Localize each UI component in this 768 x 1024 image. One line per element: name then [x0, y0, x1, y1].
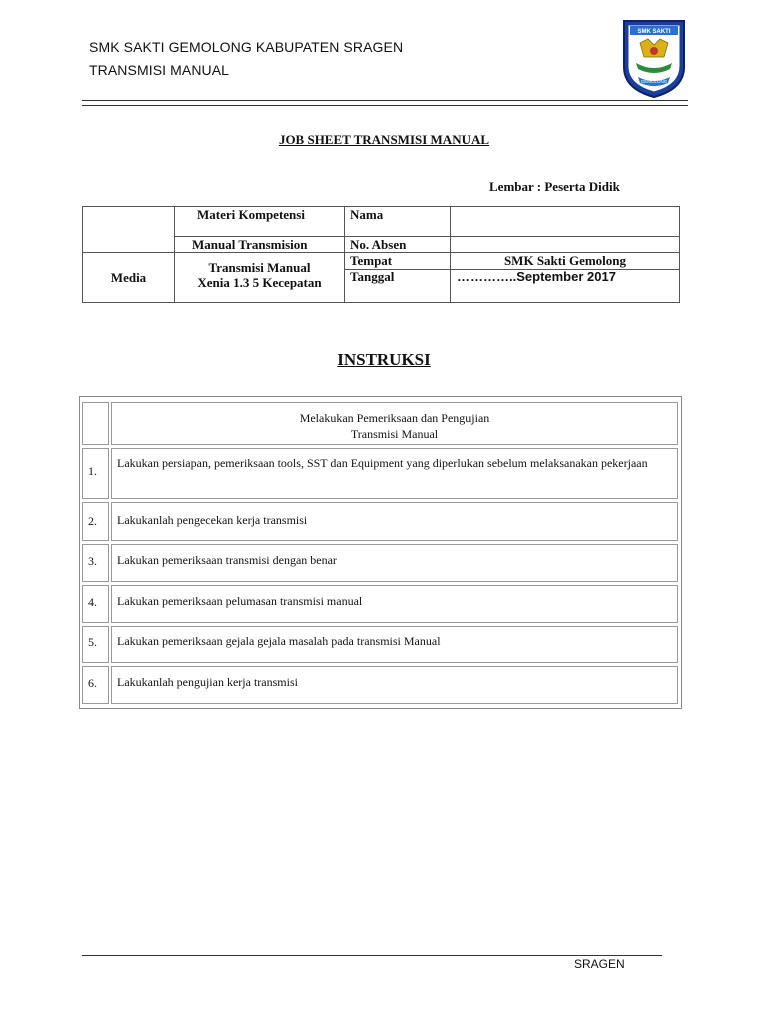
media-value-line2: Xenia 1.3 5 Kecepatan — [197, 275, 322, 290]
list-item-number: 3. — [82, 544, 109, 582]
sheet-audience: Lembar : Peserta Didik — [489, 179, 620, 194]
tempat-value: SMK Sakti Gemolong — [503, 253, 627, 268]
media-label: Media — [110, 270, 147, 285]
info-table — [82, 206, 680, 303]
list-item-text: Lakukanlah pengecekan kerja transmisi — [117, 513, 308, 527]
list-item-number: 2. — [82, 502, 109, 541]
materi-label: Materi Kompetensi — [197, 207, 305, 222]
logo-bottom-text: GEMOLONG — [640, 79, 668, 84]
header-subject: TRANSMISI MANUAL — [89, 62, 230, 78]
footer-location: SRAGEN — [574, 957, 625, 971]
list-item-number: 4. — [82, 585, 109, 623]
list-item-text: Lakukan pemeriksaan gejala gejala masalah pada transmisi Manual — [117, 634, 441, 648]
tanggal-label: Tanggal — [350, 269, 395, 284]
absen-label: No. Absen — [350, 237, 407, 252]
list-item-number: 5. — [82, 626, 109, 663]
list-item-number: 6. — [82, 666, 109, 704]
header-school-name: SMK SAKTI GEMOLONG KABUPATEN SRAGEN — [89, 39, 404, 55]
list-item-text: Lakukanlah pengujian kerja transmisi — [117, 675, 298, 689]
list-item-text: Lakukan persiapan, pemeriksaan tools, SST dan Equipment yang diperlukan sebelum melaksanakan pekerjaan — [117, 456, 648, 470]
footer-divider — [82, 955, 662, 956]
instructions-heading: INSTRUKSI — [337, 350, 431, 369]
header-divider — [82, 100, 688, 106]
list-item — [111, 544, 678, 582]
media-value-line1: Transmisi Manual — [208, 260, 311, 275]
list-item — [111, 502, 678, 541]
header-title-cell — [111, 402, 678, 445]
list-item-text: Lakukan pemeriksaan pelumasan transmisi manual — [117, 594, 363, 608]
tanggal-value: …………..September 2017 — [457, 269, 616, 284]
materi-value: Manual Transmision — [192, 237, 308, 252]
list-item — [111, 626, 678, 663]
list-item — [111, 448, 678, 499]
logo-top-text: SMK SAKTI — [637, 29, 671, 35]
list-item-text: Lakukan pemeriksaan transmisi dengan benar — [117, 553, 337, 567]
table-header-line1: Melakukan Pemeriksaan dan Pengujian — [299, 411, 490, 425]
school-logo — [620, 17, 688, 99]
list-item — [111, 585, 678, 623]
header-number-cell — [82, 402, 109, 445]
tempat-label: Tempat — [350, 253, 393, 268]
table-header-line2: Transmisi Manual — [350, 427, 439, 441]
instructions-table — [79, 396, 682, 709]
nama-label: Nama — [350, 207, 384, 222]
list-item — [111, 666, 678, 704]
list-item-number: 1. — [82, 448, 109, 499]
document-title: JOB SHEET TRANSMISI MANUAL — [278, 132, 490, 147]
